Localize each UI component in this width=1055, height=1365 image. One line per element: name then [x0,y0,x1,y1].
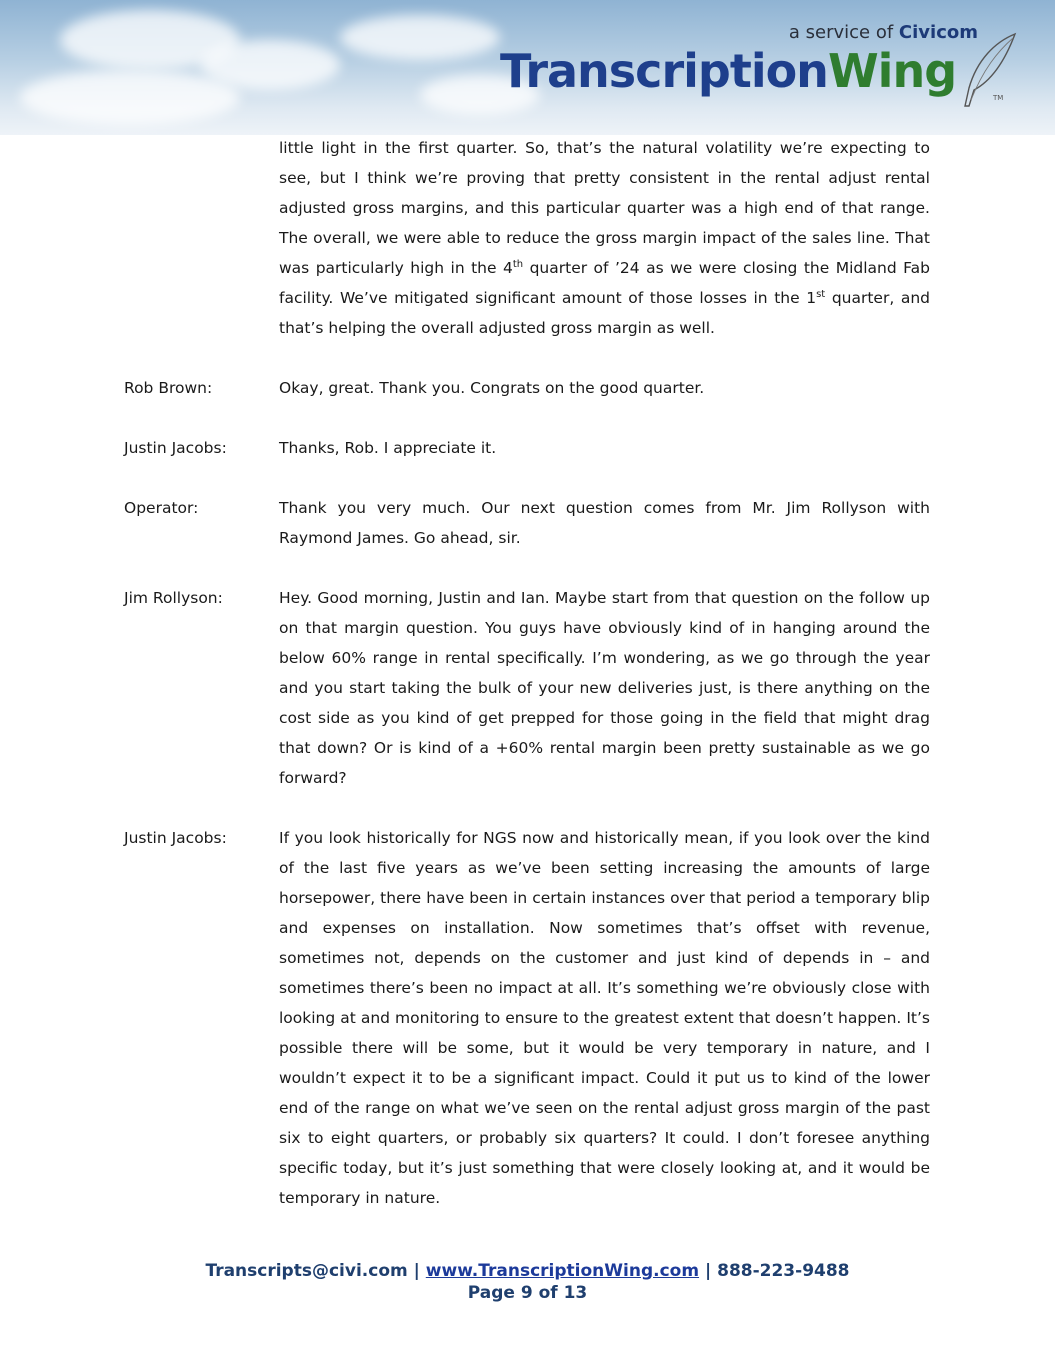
page-footer [0,1260,1055,1304]
speaker-text: Hey. Good morning, Justin and Ian. Maybe start from that question on the follow up on that margin question. You guys have obviously kind of in hanging around the below 60% range in rental specifically. I’m wondering, as we go through the year and you start taking the bulk of your new deliveries just, is there anything on the cost side as you kind of get prepped for those going in the field that might drag that down? Or is kind of a +60% rental margin been pretty sustainable as we go forward? [279,589,930,787]
speaker-label: Operator: [124,499,199,517]
footer-separator: | [413,1261,420,1281]
speaker-text: If you look historically for NGS now and historically mean, if you look over the kind of the last five years as we’ve been setting increasing the amounts of large horsepower, there have been in certain instances over that period a temporary blip and expenses on installation. Now sometimes that’s offset with revenue, sometimes not, depends on the customer and just kind of depends in – and sometimes there’s been no impact at all. It’s something we’re obviously close with looking at and monitoring to ensure to the greatest extent that doesn’t happen. It’s possible there will be some, but it would be very temporary in nature, and I wouldn’t expect it to be a significant impact. Could it put us to kind of the lower end of the range on what we’ve seen on the rental adjust gross margin of the past six to eight quarters, or probably six quarters? It could. I don’t foresee anything specific today, but it’s just something that were closely looking at, and it would be temporary in nature. [279,829,930,1207]
speaker-text: Okay, great. Thank you. Congrats on the good quarter. [279,379,705,397]
page-header [0,0,1055,135]
logo-part-transcription: Transcription [500,44,828,98]
speaker-text: Thanks, Rob. I appreciate it. [279,439,497,457]
speaker-text: Thank you very much. Our next question comes from Mr. Jim Rollyson with Raymond James. Go ahead, sir. [279,499,930,547]
phone-number: 888-223-9488 [717,1261,850,1281]
speaker-label: Justin Jacobs: [124,439,227,457]
contact-line [0,1260,1055,1282]
continuation-paragraph: little light in the first quarter. So, that’s the natural volatility we’re expecting to see, but I think we’re proving that pretty consistent in the rental adjust rental adjusted gross margins, and this particular quarter was a high end of that range. The overall, we were able to reduce the gross margin impact of the sales line. That was particularly high in the 4th quarter of ’24 as we were closing the Midland Fab facility. We’ve mitigated significant amount of those losses in the 1st quarter, and that’s helping the overall adjusted gross margin as well. [279,139,931,337]
speaker-label: Jim Rollyson: [124,589,223,607]
cloud-decoration [20,70,240,125]
speaker-label: Justin Jacobs: [124,829,227,847]
feather-quill-icon [955,30,1025,110]
page-number: Page 9 of 13 [467,1283,588,1303]
logo-part-wing: Wing [827,44,957,98]
trademark-mark: TM [993,94,1004,102]
service-prefix: a service of [788,22,894,43]
transcriptionwing-logo [500,44,956,98]
civicom-brand: Civicom [898,22,978,43]
footer-separator: | [704,1261,712,1281]
service-tagline [789,22,978,43]
speaker-label: Rob Brown: [124,379,213,397]
website-link[interactable]: www.TranscriptionWing.com [425,1261,700,1281]
cloud-decoration [340,15,500,60]
email-link[interactable]: Transcripts@civi.com [205,1261,408,1281]
